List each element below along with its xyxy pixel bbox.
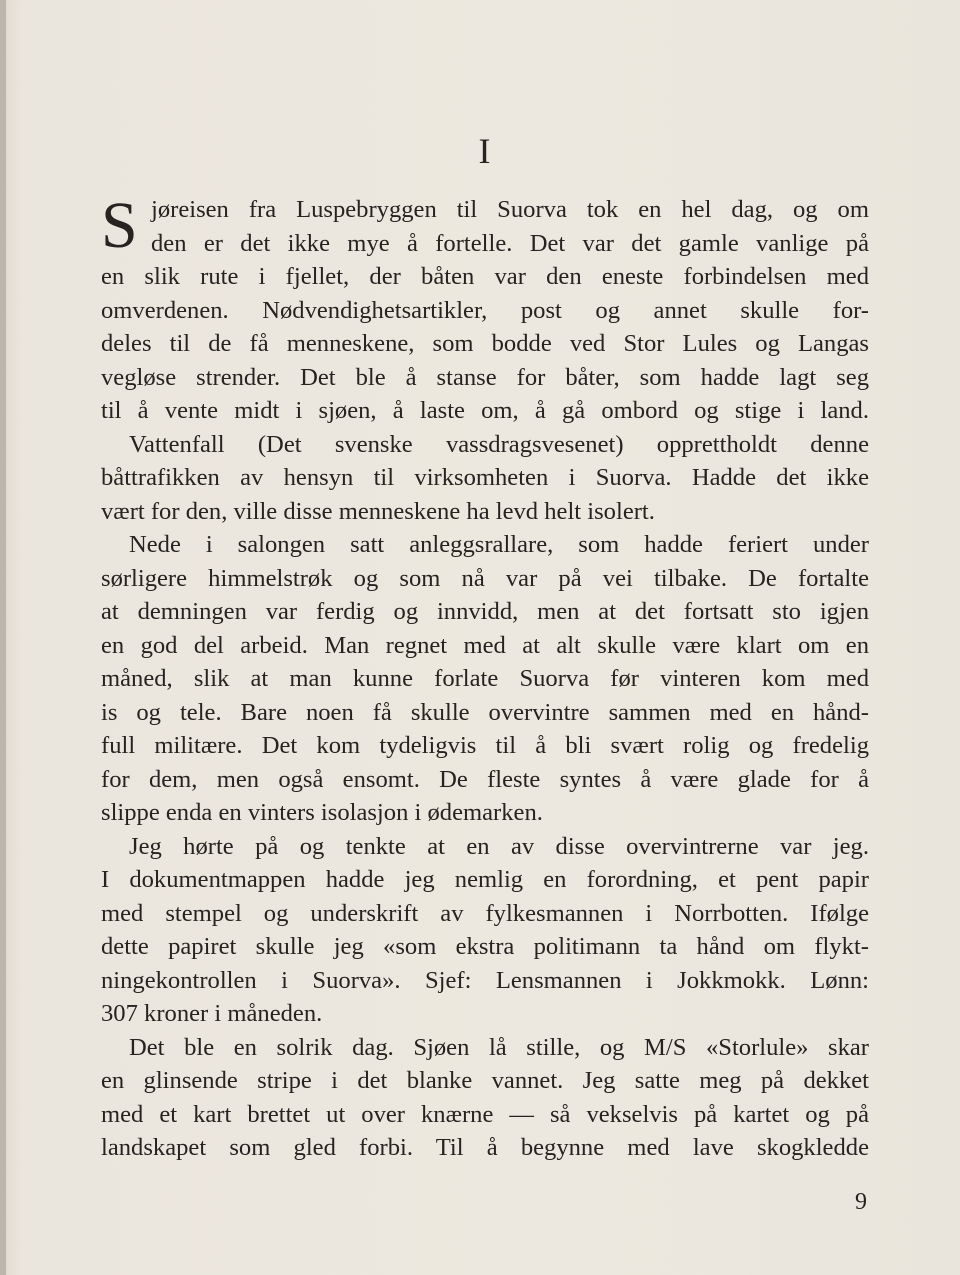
text-line: vegløse strender. Det ble å stanse for båter, som hadde lagt seg [101,363,869,391]
text-line: måned, slik at man kunne forlate Suorva før vinteren kom med [101,665,869,692]
text-line: jøreisen fra Luspebryggen til Suorva tok en hel dag, og om [151,196,869,223]
text-line: båttrafikken av hensyn til virksomheten i Suorva. Hadde det ikke [101,464,869,491]
text-line: Nede i salongen satt anleggsrallare, som hadde feriert under [129,531,869,558]
text-line: vært for den, ville disse menneskene ha levd helt isolert. [101,497,655,525]
text-line: en glinsende stripe i det blanke vannet. Jeg satte meg på dekket [101,1067,869,1094]
text-line: Det ble en solrik dag. Sjøen lå stille, og M/S «Storlule» skar [129,1033,869,1061]
text-line: den er det ikke mye å fortelle. Det var det gamle vanlige på [151,229,869,257]
text-line: deles til de få menneskene, som bodde ved Stor Lules og Langas [101,330,869,357]
chapter-number: I [478,131,492,171]
text-line: is og tele. Bare noen få skulle overvintre sammen med en hånd- [101,698,869,726]
text-line: I dokumentmappen hadde jeg nemlig en forordning, et pent papir [101,866,869,893]
text-line: Jeg hørte på og tenkte at en av disse overvintrerne var jeg. [129,832,869,860]
text-line: slippe enda en vinters isolasjon i ødemarken. [101,799,543,826]
text-line: en slik rute i fjellet, der båten var den eneste forbindelsen med [101,263,869,290]
body-text [101,189,869,1165]
text-line: til å vente midt i sjøen, å laste om, å gå ombord og stige i land. [101,397,869,424]
text-line: med stempel og underskrift av fylkesmannen i Norrbotten. Ifølge [101,899,869,927]
text-line: at demningen var ferdig og innvidd, men at det fortsatt sto igjen [101,598,869,625]
page-gutter [0,0,6,1275]
text-line: en god del arbeid. Man regnet med at alt skulle være klart om en [101,631,869,659]
drop-cap: S [101,189,138,262]
text-line: Vattenfall (Det svenske vassdragsvesenet) opprettholdt denne [129,430,869,458]
text-line: med et kart brettet ut over knærne — så vekselvis på kartet og på [101,1100,869,1128]
text-line: 307 kroner i måneden. [101,1000,323,1027]
text-line: sørligere himmelstrøk og som nå var på vei tilbake. De fortalte [101,564,869,592]
text-line: dette papiret skulle jeg «som ekstra politimann ta hånd om flykt- [101,933,869,960]
text-line: ningekontrollen i Suorva». Sjef: Lensmannen i Jokkmokk. Lønn: [101,966,869,994]
text-line: landskapet som gled forbi. Til å begynne med lave skogkledde [101,1134,869,1161]
page-number: 9 [855,1189,867,1215]
text-line: omverdenen. Nødvendighetsartikler, post og annet skulle for- [101,296,869,324]
text-line: full militære. Det kom tydeligvis til å bli svært rolig og fredelig [101,732,869,759]
text-line: for dem, men også ensomt. De fleste syntes å være glade for å [101,765,869,793]
